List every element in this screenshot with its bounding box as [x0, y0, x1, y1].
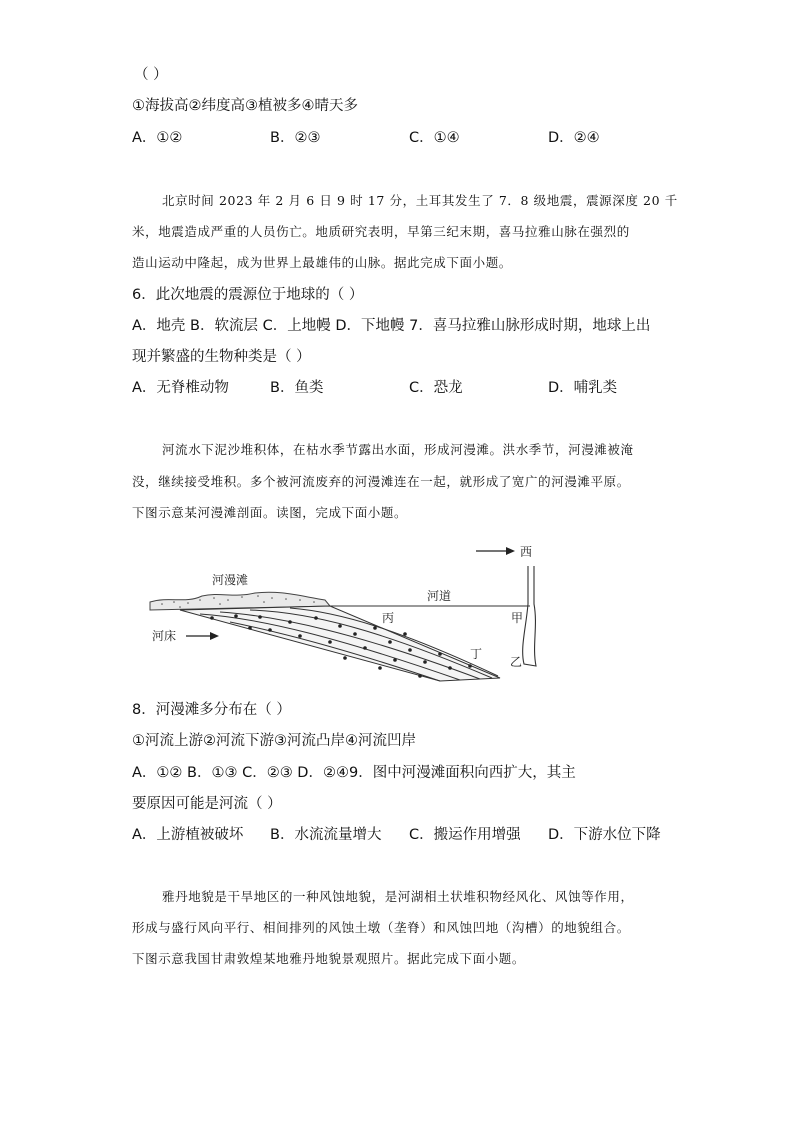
passage3-line-2: 形成与盛行风向平行、相间排列的风蚀土墩（垄脊）和风蚀凹地（沟槽）的地貌组合。: [132, 920, 630, 935]
q6-stem: 6．此次地震的震源位于地球的（ ）: [132, 287, 364, 303]
passage2-line-3: 下图示意某河漫滩剖面。读图，完成下面小题。: [132, 505, 408, 520]
passage1-line-3: 造山运动中隆起，成为世界上最雄伟的山脉。据此完成下面小题。: [132, 255, 512, 270]
q7-option-a: A．无脊椎动物: [132, 380, 229, 396]
q9-option-c: C．搬运作用增强: [409, 827, 521, 843]
passage2-line-1: 河流水下泥沙堆积体，在枯水季节露出水面，形成河漫滩。洪水季节，河漫滩被淹: [162, 442, 634, 457]
floodplain-profile-figure: [140, 538, 560, 690]
label-jia: 甲: [511, 611, 524, 625]
q9-stem: 要原因可能是河流（ ）: [132, 796, 282, 812]
q9-option-a: A．上游植被破坏: [132, 827, 244, 843]
floodplain-label: 河漫滩: [212, 573, 249, 587]
passage3-line-1: 雅丹地貌是干旱地区的一种风蚀地貌，是河湖相土状堆积物经风化、风蚀等作用，: [162, 889, 634, 904]
west-arrow-head: [506, 547, 515, 555]
label-ding: 丁: [470, 647, 483, 661]
q9-option-b: B．水流流量增大: [270, 827, 382, 843]
q8-statements: ①河流上游②河流下游③河流凸岸④河流凹岸: [132, 733, 416, 749]
q5-option-d: D．②④: [548, 130, 600, 146]
q8-options: A．①② B．①③ C．②③ D．②④9．图中河漫滩面积向西扩大，其主: [132, 765, 576, 781]
riverbed-label: 河床: [152, 629, 177, 643]
passage1-line-2: 米，地震造成严重的人员伤亡。地质研究表明，早第三纪末期，喜马拉雅山脉在强烈的: [132, 224, 630, 239]
q7-option-c: C．恐龙: [409, 380, 463, 396]
q5-option-b: B．②③: [270, 130, 321, 146]
q5-paren: （ ）: [134, 67, 168, 83]
channel-label: 河道: [427, 589, 452, 603]
q7-option-b: B．鱼类: [270, 380, 324, 396]
riverbed-arrow-head: [210, 632, 219, 640]
q6-options: A．地壳 B．软流层 C．上地幔 D．下地幔 7．喜马拉雅山脉形成时期，地球上出: [132, 318, 651, 334]
label-bing: 丙: [382, 611, 395, 625]
q5-option-a: A．①②: [132, 130, 183, 146]
direction-label: 西: [520, 545, 533, 559]
q9-option-d: D．下游水位下降: [548, 827, 661, 843]
q7-option-d: D．哺乳类: [548, 380, 618, 396]
q5-option-c: C．①④: [409, 130, 460, 146]
passage3-line-3: 下图示意我国甘肃敦煌某地雅丹地貌景观照片。据此完成下面小题。: [132, 951, 526, 966]
passage1-line-1: 北京时间 2023 年 2 月 6 日 9 时 17 分，土耳其发生了 7．8 级地震，震源深度 20 千: [162, 193, 678, 208]
label-yi: 乙: [510, 655, 523, 669]
passage2-line-2: 没，继续接受堆积。多个被河流废弃的河漫滩连在一起，就形成了宽广的河漫滩平原。: [132, 474, 630, 489]
right-bank: [523, 566, 536, 666]
q7-stem: 现并繁盛的生物种类是（ ）: [132, 349, 311, 365]
q5-statements: ①海拔高②纬度高③植被多④晴天多: [132, 98, 358, 114]
q8-stem: 8．河漫滩多分布在（ ）: [132, 702, 291, 718]
